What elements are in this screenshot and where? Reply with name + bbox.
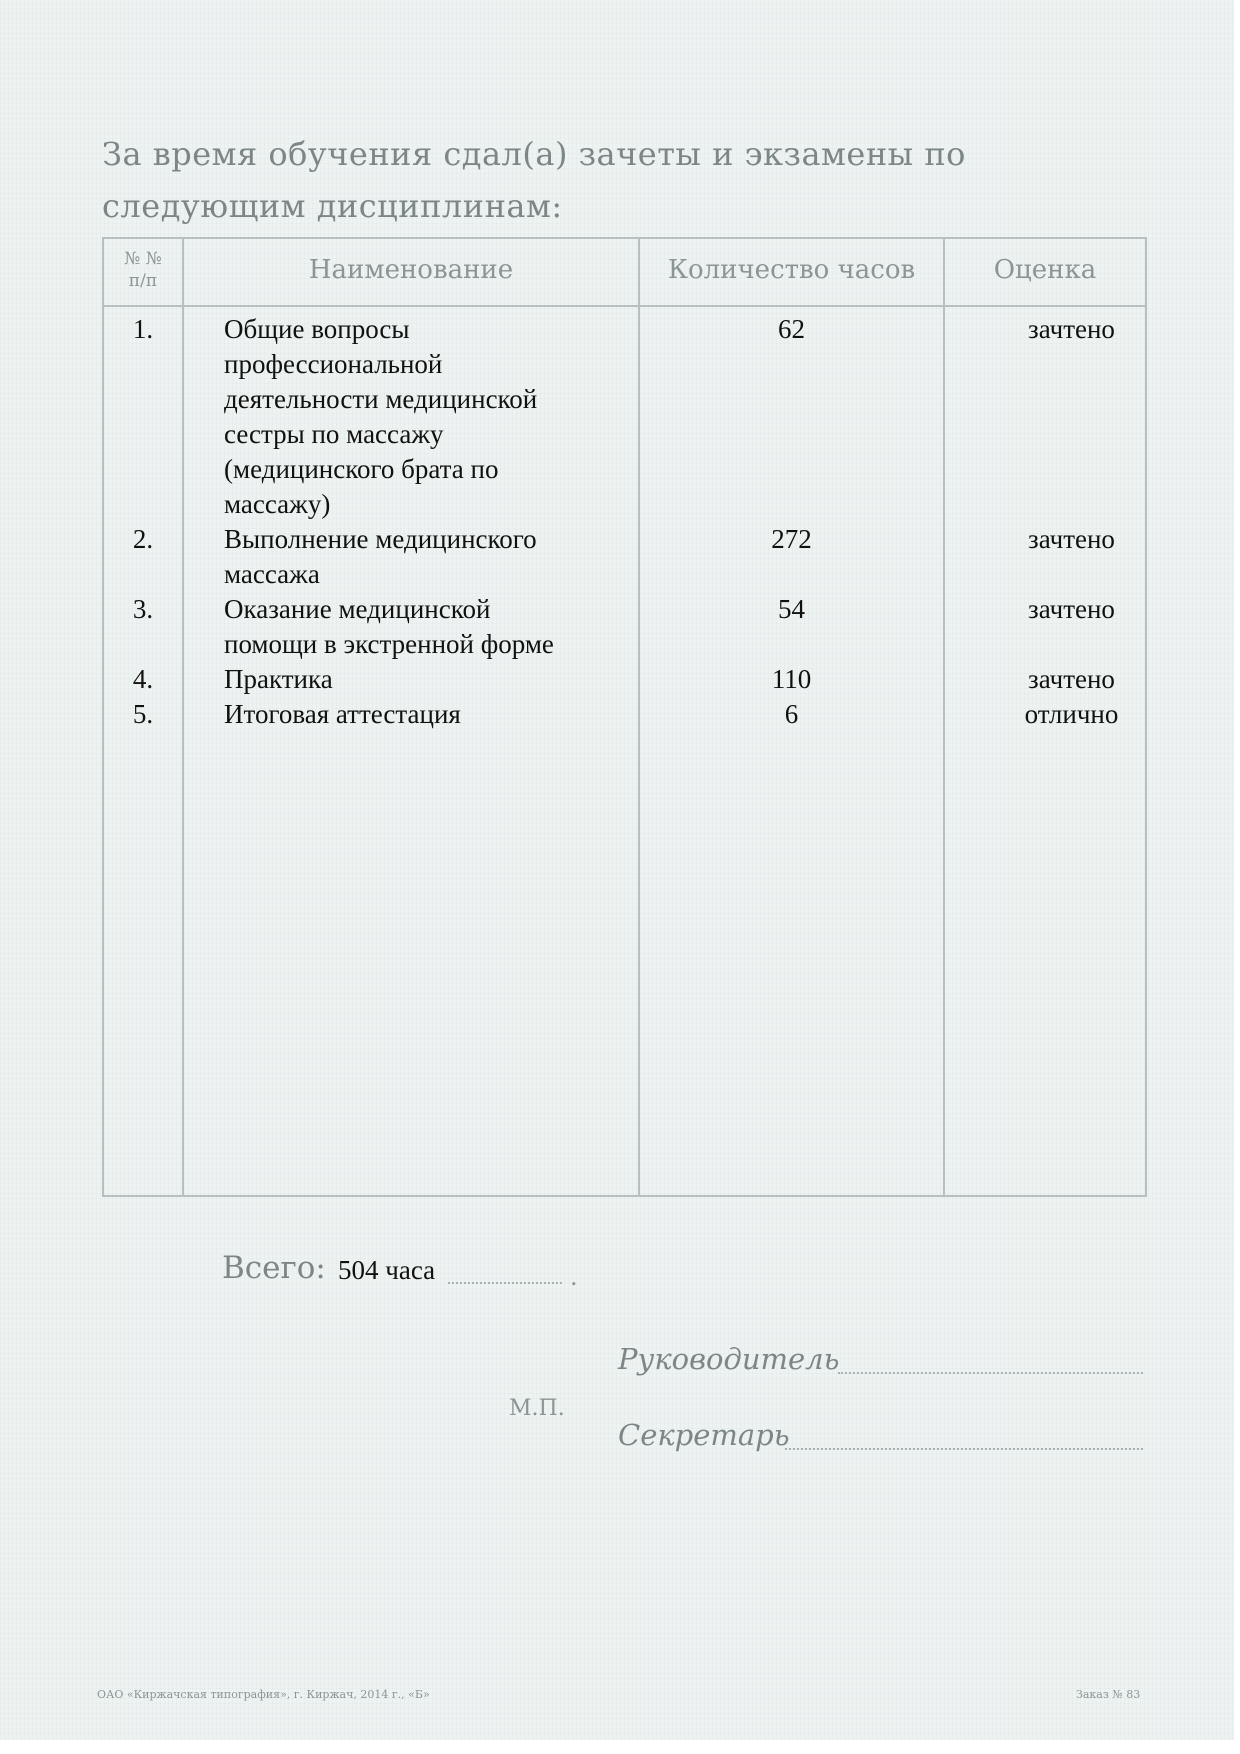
row-grade: зачтено xyxy=(1028,664,1115,694)
table-header-divider xyxy=(102,305,1147,307)
row-number: 2. xyxy=(132,524,154,554)
stamp-place-label: М.П. xyxy=(509,1396,565,1421)
total-value: 504 часа xyxy=(338,1255,436,1285)
table-row xyxy=(104,312,1145,522)
discipline-name-line: Практика xyxy=(224,664,333,694)
discipline-name-line: массажа xyxy=(224,559,320,589)
discipline-name-line: Выполнение медицинского xyxy=(224,524,537,554)
header-name: Наименование xyxy=(308,255,514,285)
row-discipline-name xyxy=(182,312,609,522)
header-number-line2: п/п xyxy=(128,271,158,291)
header-number-line1: № № xyxy=(124,249,162,269)
table-row xyxy=(104,522,1145,592)
order-number: Заказ № 83 xyxy=(1076,1688,1141,1701)
row-discipline-name xyxy=(182,522,609,592)
discipline-name-line: Итоговая аттестация xyxy=(224,699,461,729)
total-label: Всего: xyxy=(222,1250,326,1286)
table-row xyxy=(104,592,1145,662)
row-grade: зачтено xyxy=(1028,594,1115,624)
row-hours: 54 xyxy=(778,594,805,624)
head-signature-line xyxy=(838,1372,1143,1374)
discipline-name-line: деятельности медицинской xyxy=(224,384,538,414)
table-row xyxy=(104,662,1145,697)
total-dotted-line xyxy=(448,1282,562,1284)
discipline-name-line: сестры по массажу xyxy=(224,419,444,449)
page-bottom-margin xyxy=(0,1740,1240,1754)
discipline-name-line: профессиональной xyxy=(224,349,443,379)
row-number: 3. xyxy=(132,594,154,624)
row-grade: отлично xyxy=(1024,699,1119,729)
row-grade: зачтено xyxy=(1028,314,1115,344)
document-heading: За время обучения сдал(а) зачеты и экзамены по следующим дисциплинам: xyxy=(102,135,966,225)
row-discipline-name xyxy=(182,697,609,732)
discipline-name-line: помощи в экстренной форме xyxy=(224,629,554,659)
discipline-name-line: Общие вопросы xyxy=(224,314,410,344)
secretary-signature-label: Секретарь xyxy=(618,1418,790,1452)
discipline-name-line: Оказание медицинской xyxy=(224,594,491,624)
table-body xyxy=(104,312,1145,732)
row-hours: 110 xyxy=(771,664,812,694)
row-grade: зачтено xyxy=(1028,524,1115,554)
row-hours: 62 xyxy=(778,314,805,344)
head-signature-label: Руководитель xyxy=(618,1342,840,1376)
row-number: 1. xyxy=(132,314,154,344)
header-number xyxy=(104,248,182,292)
row-number: 4. xyxy=(132,664,154,694)
discipline-name-line: массажу) xyxy=(224,489,331,519)
printer-imprint: ОАО «Киржачская типография», г. Киржач, 2014 г., «Б» xyxy=(97,1688,430,1701)
page-right-margin xyxy=(1234,0,1240,1754)
header-hours: Количество часов xyxy=(667,255,916,285)
table-row xyxy=(104,697,1145,732)
secretary-signature-line xyxy=(785,1448,1143,1450)
header-grade: Оценка xyxy=(993,255,1097,285)
discipline-name-line: (медицинского брата по xyxy=(224,454,499,484)
total-end-mark: . xyxy=(570,1263,578,1291)
row-discipline-name xyxy=(182,592,609,662)
row-hours: 272 xyxy=(771,524,812,554)
row-discipline-name xyxy=(182,662,609,697)
row-hours: 6 xyxy=(784,699,799,729)
row-number: 5. xyxy=(132,699,154,729)
